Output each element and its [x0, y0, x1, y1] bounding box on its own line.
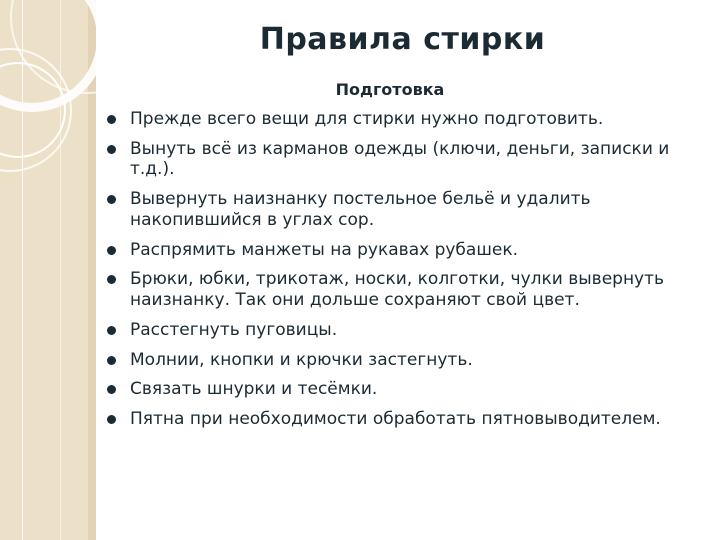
bullet-dot-icon — [107, 356, 116, 365]
list-item — [100, 320, 700, 341]
slide-content — [100, 80, 700, 439]
bullet-dot-icon — [107, 415, 116, 424]
list-item — [100, 240, 700, 261]
decorative-left-band — [0, 0, 96, 540]
bullet-dot-icon — [107, 115, 116, 124]
list-item-text: Вывернуть наизнанку постельное бельё и удалить накопившийся в углах сор. — [130, 189, 591, 230]
list-item — [100, 139, 700, 180]
list-item-text: Пятна при необходимости обработать пятновыводителем. — [130, 409, 661, 430]
list-item-text: Связать шнурки и тесёмки. — [130, 379, 378, 400]
list-item — [100, 409, 700, 430]
slide-subheading: Подготовка — [335, 80, 445, 99]
list-item-text: Вынуть всё из карманов одежды (ключи, деньги, записки и т.д.). — [130, 138, 670, 180]
bullet-dot-icon — [107, 275, 116, 284]
list-item — [100, 350, 700, 371]
slide-title: Правила стирки — [259, 22, 546, 57]
list-item-text: Брюки, юбки, трикотаж, носки, колготки, чулки вывернуть наизнанку. Так они дольше сохраняют свой цвет. — [130, 269, 665, 311]
bullet-dot-icon — [107, 195, 116, 204]
bullet-dot-icon — [107, 145, 116, 154]
list-item-text: Прежде всего вещи для стирки нужно подготовить. — [130, 109, 604, 129]
list-item — [100, 189, 700, 230]
list-item-text: Молнии, кнопки и крючки застегнуть. — [130, 349, 473, 370]
list-item — [100, 379, 700, 400]
list-item-text: Расстегнуть пуговицы. — [130, 319, 338, 340]
bullet-dot-icon — [107, 246, 116, 255]
bullet-dot-icon — [107, 326, 116, 335]
list-item-text: Распрямить манжеты на рукавах рубашек. — [130, 239, 519, 260]
list-item — [100, 269, 700, 310]
bullet-dot-icon — [107, 385, 116, 394]
bullet-list — [100, 109, 700, 430]
list-item — [100, 109, 700, 130]
